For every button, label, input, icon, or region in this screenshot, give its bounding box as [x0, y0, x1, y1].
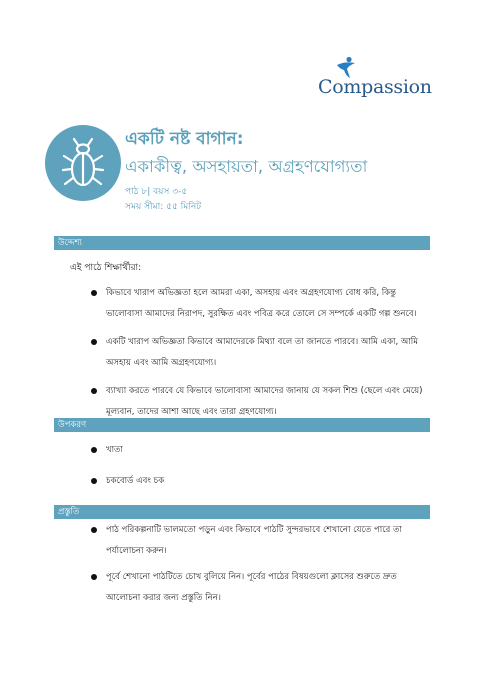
list-item: ব্যাখ্যা করতে পারবে যে কিভাবে ভালোবাসা আমাদের জানায় যে সকল শিশু (ছেলে এবং মেয়ে) মূল্যবান, তাদের আশা আছে এবং তারা গ্রহণযোগ্য। [88, 381, 428, 423]
materials-heading: উপকরণ [54, 418, 430, 432]
lesson-age: পাঠ ৮| বয়স ৩-৫ [125, 187, 188, 197]
logo-text: Compassion [318, 76, 432, 98]
objective-intro: এই পাঠে শিক্ষার্থীরা: [70, 263, 142, 273]
materials-list [88, 440, 428, 502]
list-item: পূর্বে শেখানো পাঠটিতে চোখ বুলিয়ে নিন। পূর্বের পাঠের বিষয়গুলো ক্লাসের শুরুতে দ্রুত আলোচনা করার জন্য প্রস্তুতি নিন। [88, 567, 428, 609]
list-item: পাঠ পরিকল্পনাটি ভালমতো পড়ুন এবং কিভাবে পাঠটি সুন্দরভাবে শেখানো যেতে পারে তা পর্যালোচনা করুন। [88, 520, 428, 562]
list-item: চকবোর্ড এবং চক [88, 471, 428, 492]
preparation-heading: প্রস্তুতি [54, 505, 430, 519]
beetle-icon [59, 137, 107, 189]
list-item: কিভাবে খারাপ অভিজ্ঞতা হলে আমরা একা, অসহায় এবং অগ্রহণযোগ্য বোধ করি, কিন্তু ভালোবাসা আমাদের নিরাপদ, সুরক্ষিত এবং পবিত্র করে তোলে সে সম্পর্কে একটি গল্প শুনবে। [88, 283, 428, 325]
list-item: একটি খারাপ অভিজ্ঞতা কিভাবে আমাদেরকে মিথ্যা বলে তা জানতে পারবে। আমি একা, আমি অসহায় এবং আমি অগ্রহণযোগ্য। [88, 332, 428, 374]
lesson-subtitle: একাকীত্ব, অসহায়তা, অগ্রহণযোগ্যতা [125, 157, 368, 176]
objective-heading: উদ্দেশ্য [54, 236, 430, 250]
lesson-title: একটি নষ্ট বাগান: [125, 129, 244, 149]
lesson-icon-badge [45, 125, 121, 201]
lesson-time: সময় সীমা: ৫৫ মিনিট [125, 202, 202, 212]
compassion-logo [318, 56, 433, 98]
preparation-list [88, 520, 428, 614]
objective-list [88, 283, 428, 430]
list-item: খাতা [88, 440, 428, 461]
